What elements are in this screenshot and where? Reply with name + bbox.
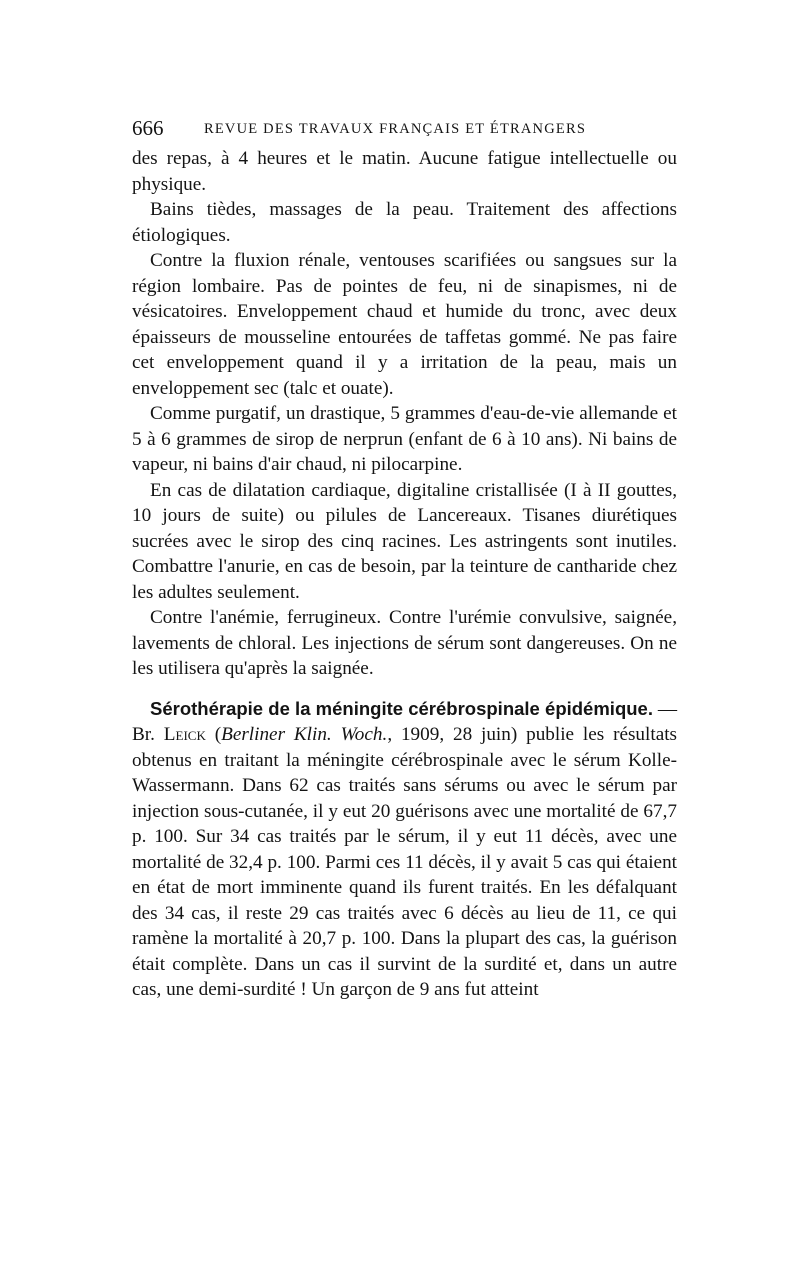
running-title: REVUE DES TRAVAUX FRANÇAIS ET ÉTRANGERS — [204, 121, 587, 137]
paragraph: Bains tièdes, massages de la peau. Traitement des affections étiologiques. — [132, 199, 677, 246]
section-heading: Sérothérapie de la méningite cérébrospinale épidémique. — [150, 697, 653, 719]
document-page — [132, 112, 677, 1003]
paragraph: des repas, à 4 heures et le matin. Aucune fatigue intellectuelle ou physique. — [132, 148, 677, 195]
section-spacer — [132, 682, 677, 696]
page-number: 666 — [132, 116, 164, 140]
paragraph: Contre l'anémie, ferrugineux. Contre l'urémie convulsive, saignée, lavements de chloral. Les injections de sérum sont dangereuses. On ne les utilisera qu'après la saignée. — [132, 607, 677, 679]
author-name: Leick — [163, 724, 206, 745]
dash-and-initial: — Br. — [132, 698, 677, 745]
open-parenthesis: ( — [205, 724, 222, 745]
running-header — [132, 112, 677, 146]
article-body — [132, 146, 677, 1003]
paragraph: Comme purgatif, un drastique, 5 grammes d'eau-de-vie allemande et 5 à 6 grammes de sirop de nerprun (enfant de 6 à 10 ans). Ni bains de vapeur, ni bains d'air chaud, ni pilocarpine. — [132, 403, 677, 475]
paragraph: En cas de dilatation cardiaque, digitaline cristallisée (I à II gouttes, 10 jours de suite) ou pilules de Lancereaux. Tisanes diurétiques sucrées avec le sirop des cinq racines. Les astringents sont inutiles. Combattre l'anurie, en cas de besoin, par la teinture de cantharide chez les adultes seulement. — [132, 479, 677, 603]
journal-reference: Berliner Klin. Woch. — [221, 724, 388, 745]
section-paragraph — [132, 696, 677, 1003]
paragraph: Contre la fluxion rénale, ventouses scarifiées ou sangsues sur la région lombaire. Pas de pointes de feu, ni de sinapismes, ni de vésicatoires. Enveloppement chaud et humide du tronc, avec deux épaisseurs de mousseline entourées de taffetas gommé. Ne pas faire cet enveloppement quand il y a irritation de la peau, mais un enveloppement sec (talc et ouate). — [132, 250, 677, 399]
section-body-text: , 1909, 28 juin) publie les résultats obtenus en traitant la méningite cérébrospinale avec le sérum Kolle-Wassermann. Dans 62 cas traités sans sérums ou avec le sérum par injection sous-cutanée, il y eut 20 guérisons avec une mortalité de 67,7 p. 100. Sur 34 cas traités par le sérum, il y eut 11 décès, avec une mortalité de 32,4 p. 100. Parmi ces 11 décès, il y avait 5 cas qui étaient en état de mort imminente quand ils furent traités. En les défalquant des 34 cas, il reste 29 cas traités avec 6 décès au lieu de 11, ce qui ramène la mortalité à 20,7 p. 100. Dans la plupart des cas, la guérison était complète. Dans un cas il survint de la surdité et, dans un autre cas, une demi-surdité ! Un garçon de 9 ans fut atteint — [132, 724, 678, 1000]
